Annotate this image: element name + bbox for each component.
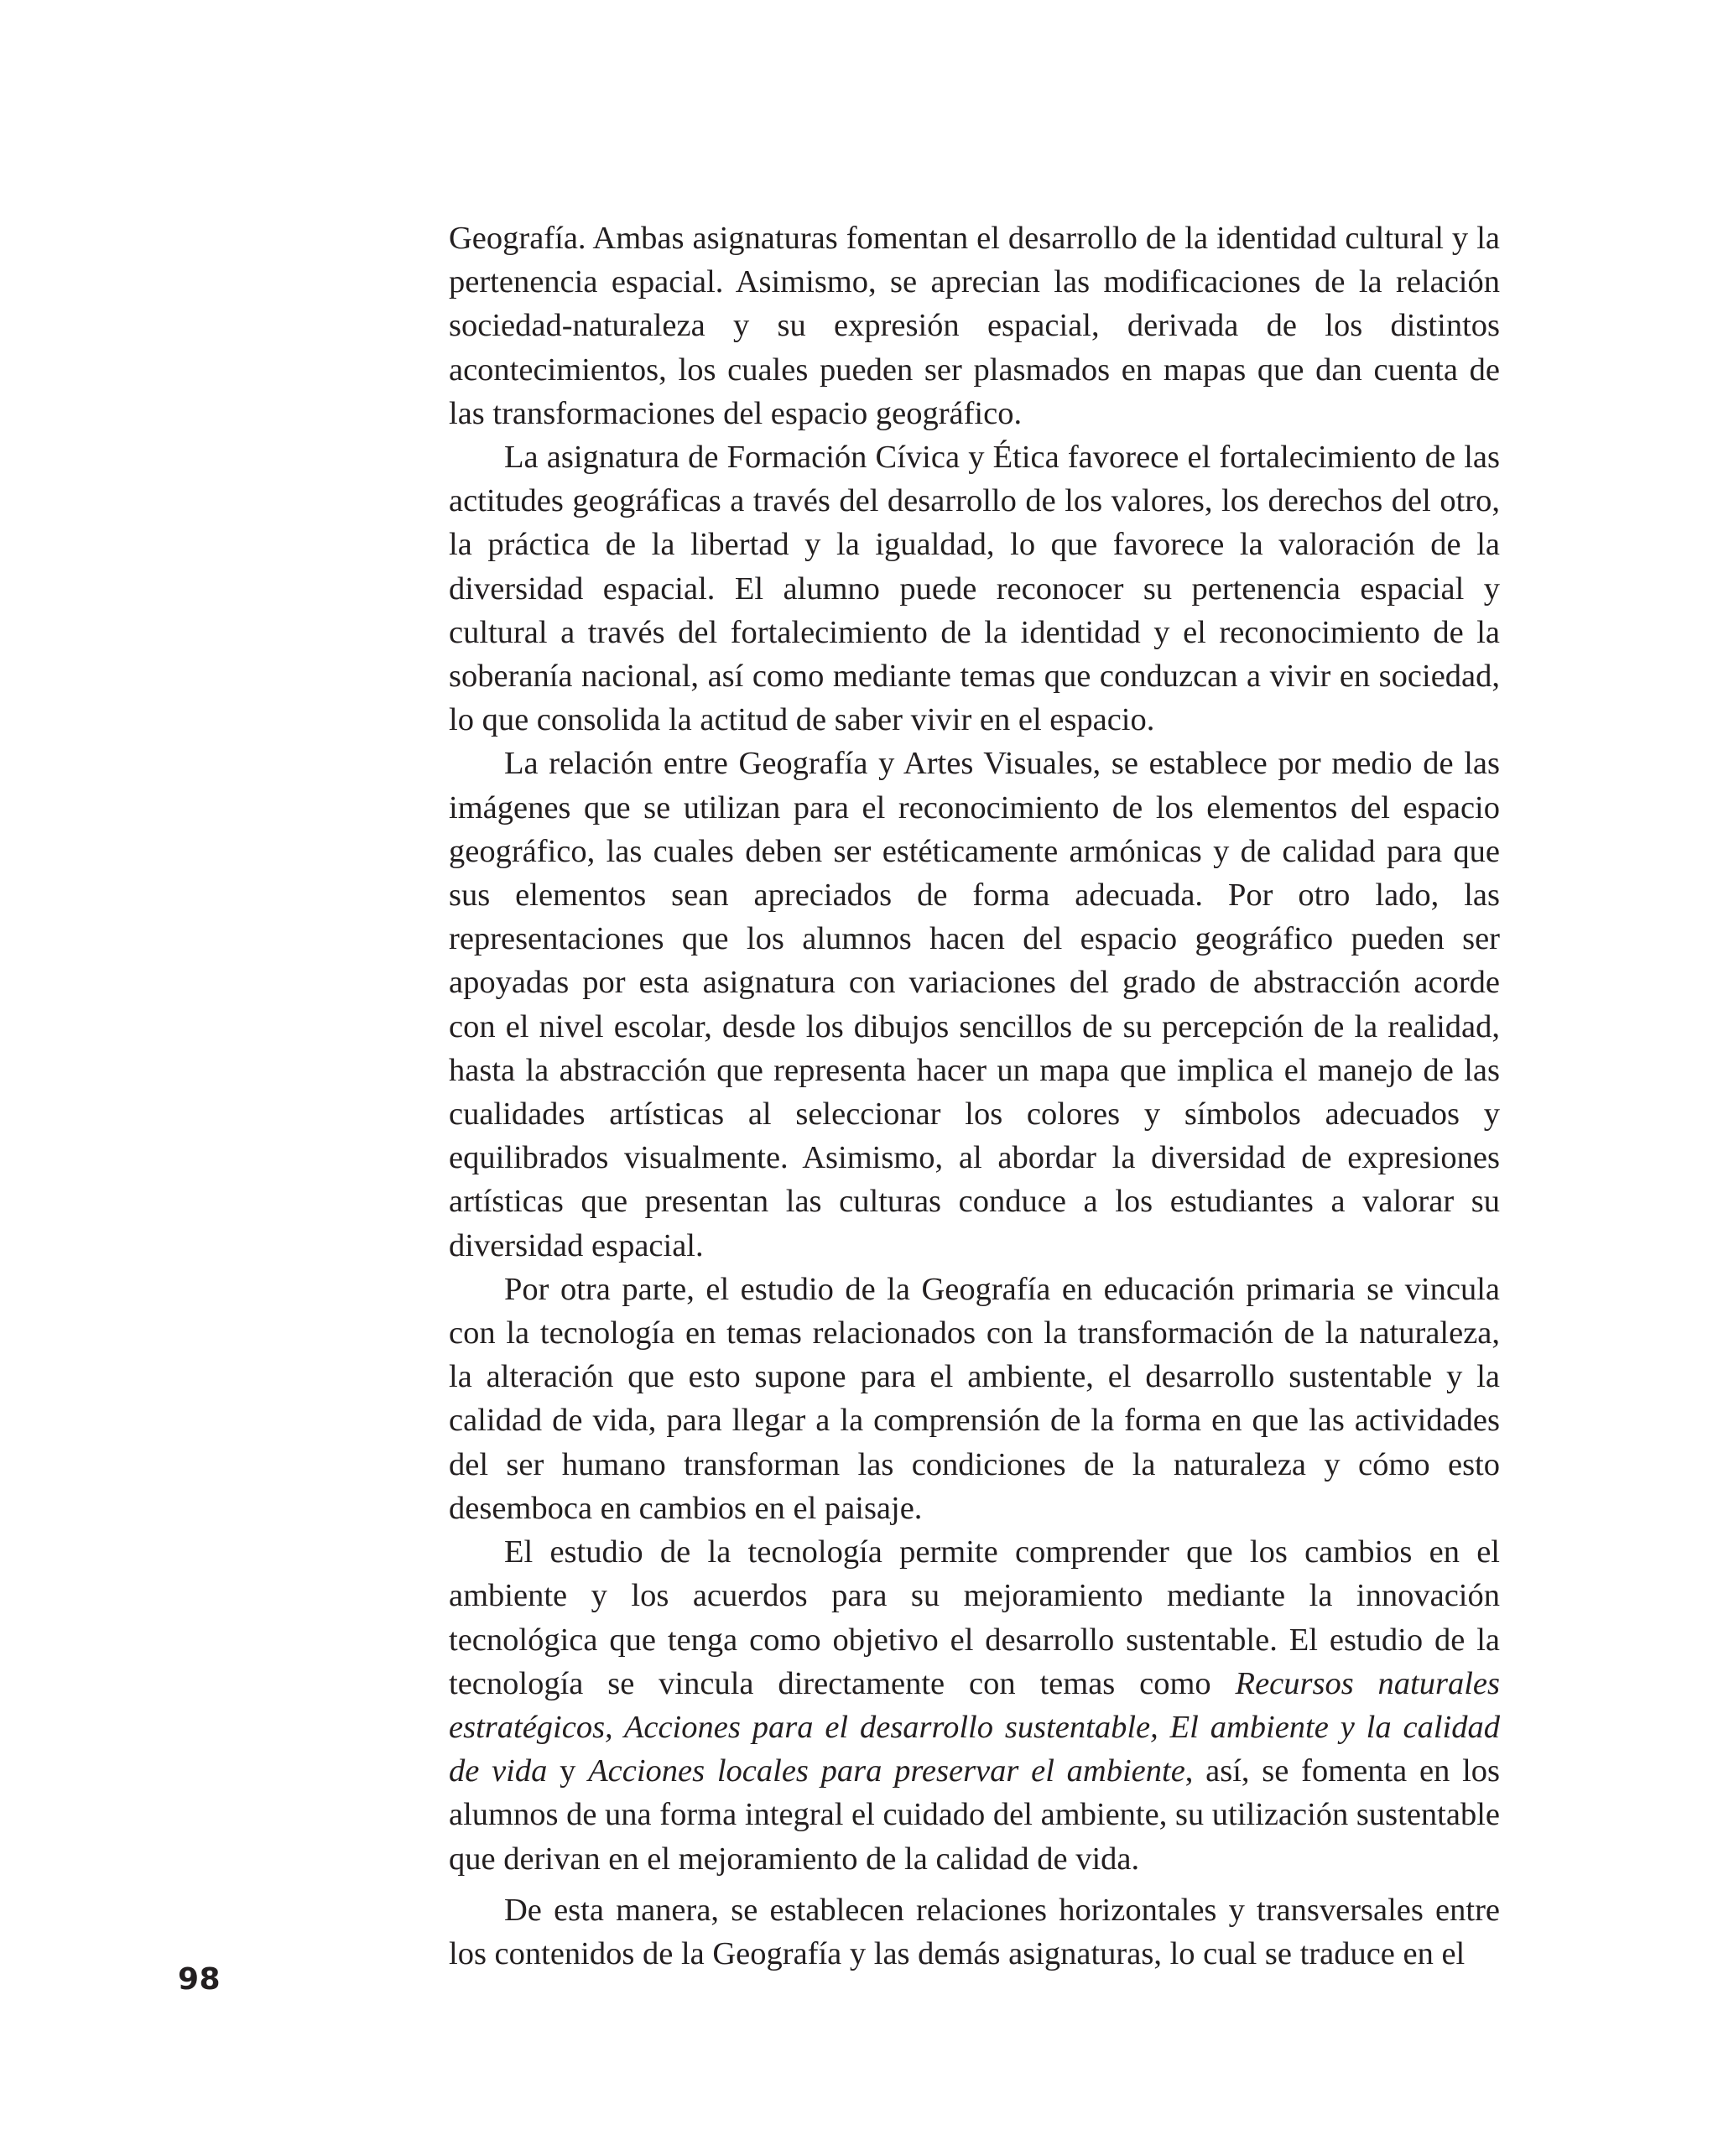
italic-text-segment: Acciones locales para preservar el ambiente (588, 1753, 1185, 1789)
paragraph-p5 (449, 1530, 1500, 1881)
paragraph-p6 (449, 1888, 1500, 1976)
paragraph-p4 (449, 1268, 1500, 1530)
text-segment: De esta manera, se establecen relaciones horizontales y transversales entre los contenidos de la Geografía y las demás asignaturas, lo cual se traduce en el (449, 1892, 1500, 1971)
text-segment: El estudio de la tecnología permite comprender que los cambios en el ambiente y los acuerdos para su mejoramiento mediante la innovación tecnológica que tenga como objetivo el desarrollo sustentable. El estudio de la tecnología se vincula directamente con temas como (449, 1534, 1500, 1701)
italic-text-segment: Recursos naturales estratégicos, Acciones para el desarrollo sustentable, El ambiente y la calidad de vida (449, 1665, 1501, 1789)
text-segment: La asignatura de Formación Cívica y Ética favorece el fortalecimiento de las actitudes geográficas a través del desarrollo de los valores, los derechos del otro, la práctica de la libertad y la igualdad, lo que favorece la valoración de la diversidad espacial. El alumno puede reconocer su pertenencia espacial y cultural a través del fortalecimiento de la identidad y el reconocimiento de la soberanía nacional, así como mediante temas que conduzcan a vivir en sociedad, lo que consolida la actitud de saber vivir en el espacio. (449, 440, 1500, 738)
text-segment: , así, se fomenta en los alumnos de una forma integral el cuidado del ambiente, su utilización sustentable que derivan en el mejoramiento de la calidad de vida. (449, 1753, 1501, 1877)
paragraph-p1 (449, 216, 1500, 435)
text-segment: La relación entre Geografía y Artes Visuales, se establece por medio de las imágenes que se utilizan para el reconocimiento de los elementos del espacio geográfico, las cuales deben ser estéticamente armónicas y de calidad para que sus elementos sean apreciados de forma adecuada. Por otro lado, las representaciones que los alumnos hacen del espacio geográfico pueden ser apoyadas por esta asignatura con variaciones del grado de abstracción acorde con el nivel escolar, desde los dibujos sencillos de su percepción de la realidad, hasta la abstracción que representa hacer un mapa que implica el manejo de las cualidades artísticas al seleccionar los colores y símbolos adecuados y equilibrados visualmente. Asimismo, al abordar la diversidad de expresiones artísticas que presentan las culturas conduce a los estudiantes a valorar su diversidad espacial. (449, 746, 1500, 1263)
paragraph-p2 (449, 435, 1500, 742)
body-text (449, 216, 1500, 1976)
text-segment: Geografía. Ambas asignaturas fomentan el desarrollo de la identidad cultural y la pertenencia espacial. Asimismo, se aprecian las modificaciones de la relación sociedad-naturaleza y su expresión espacial, derivada de los distintos acontecimientos, los cuales pueden ser plasmados en mapas que dan cuenta de las transformaciones del espacio geográfico. (449, 221, 1500, 431)
text-segment: y (547, 1753, 589, 1789)
page-number: 98 (178, 1962, 221, 1997)
text-segment: Por otra parte, el estudio de la Geografía en educación primaria se vincula con la tecnología en temas relacionados con la transformación de la naturaleza, la alteración que esto supone para el ambiente, el desarrollo sustentable y la calidad de vida, para llegar a la comprensión de la forma en que las actividades del ser humano transforman las condiciones de la naturaleza y cómo esto desemboca en cambios en el paisaje. (449, 1271, 1500, 1526)
paragraph-p3 (449, 742, 1500, 1267)
